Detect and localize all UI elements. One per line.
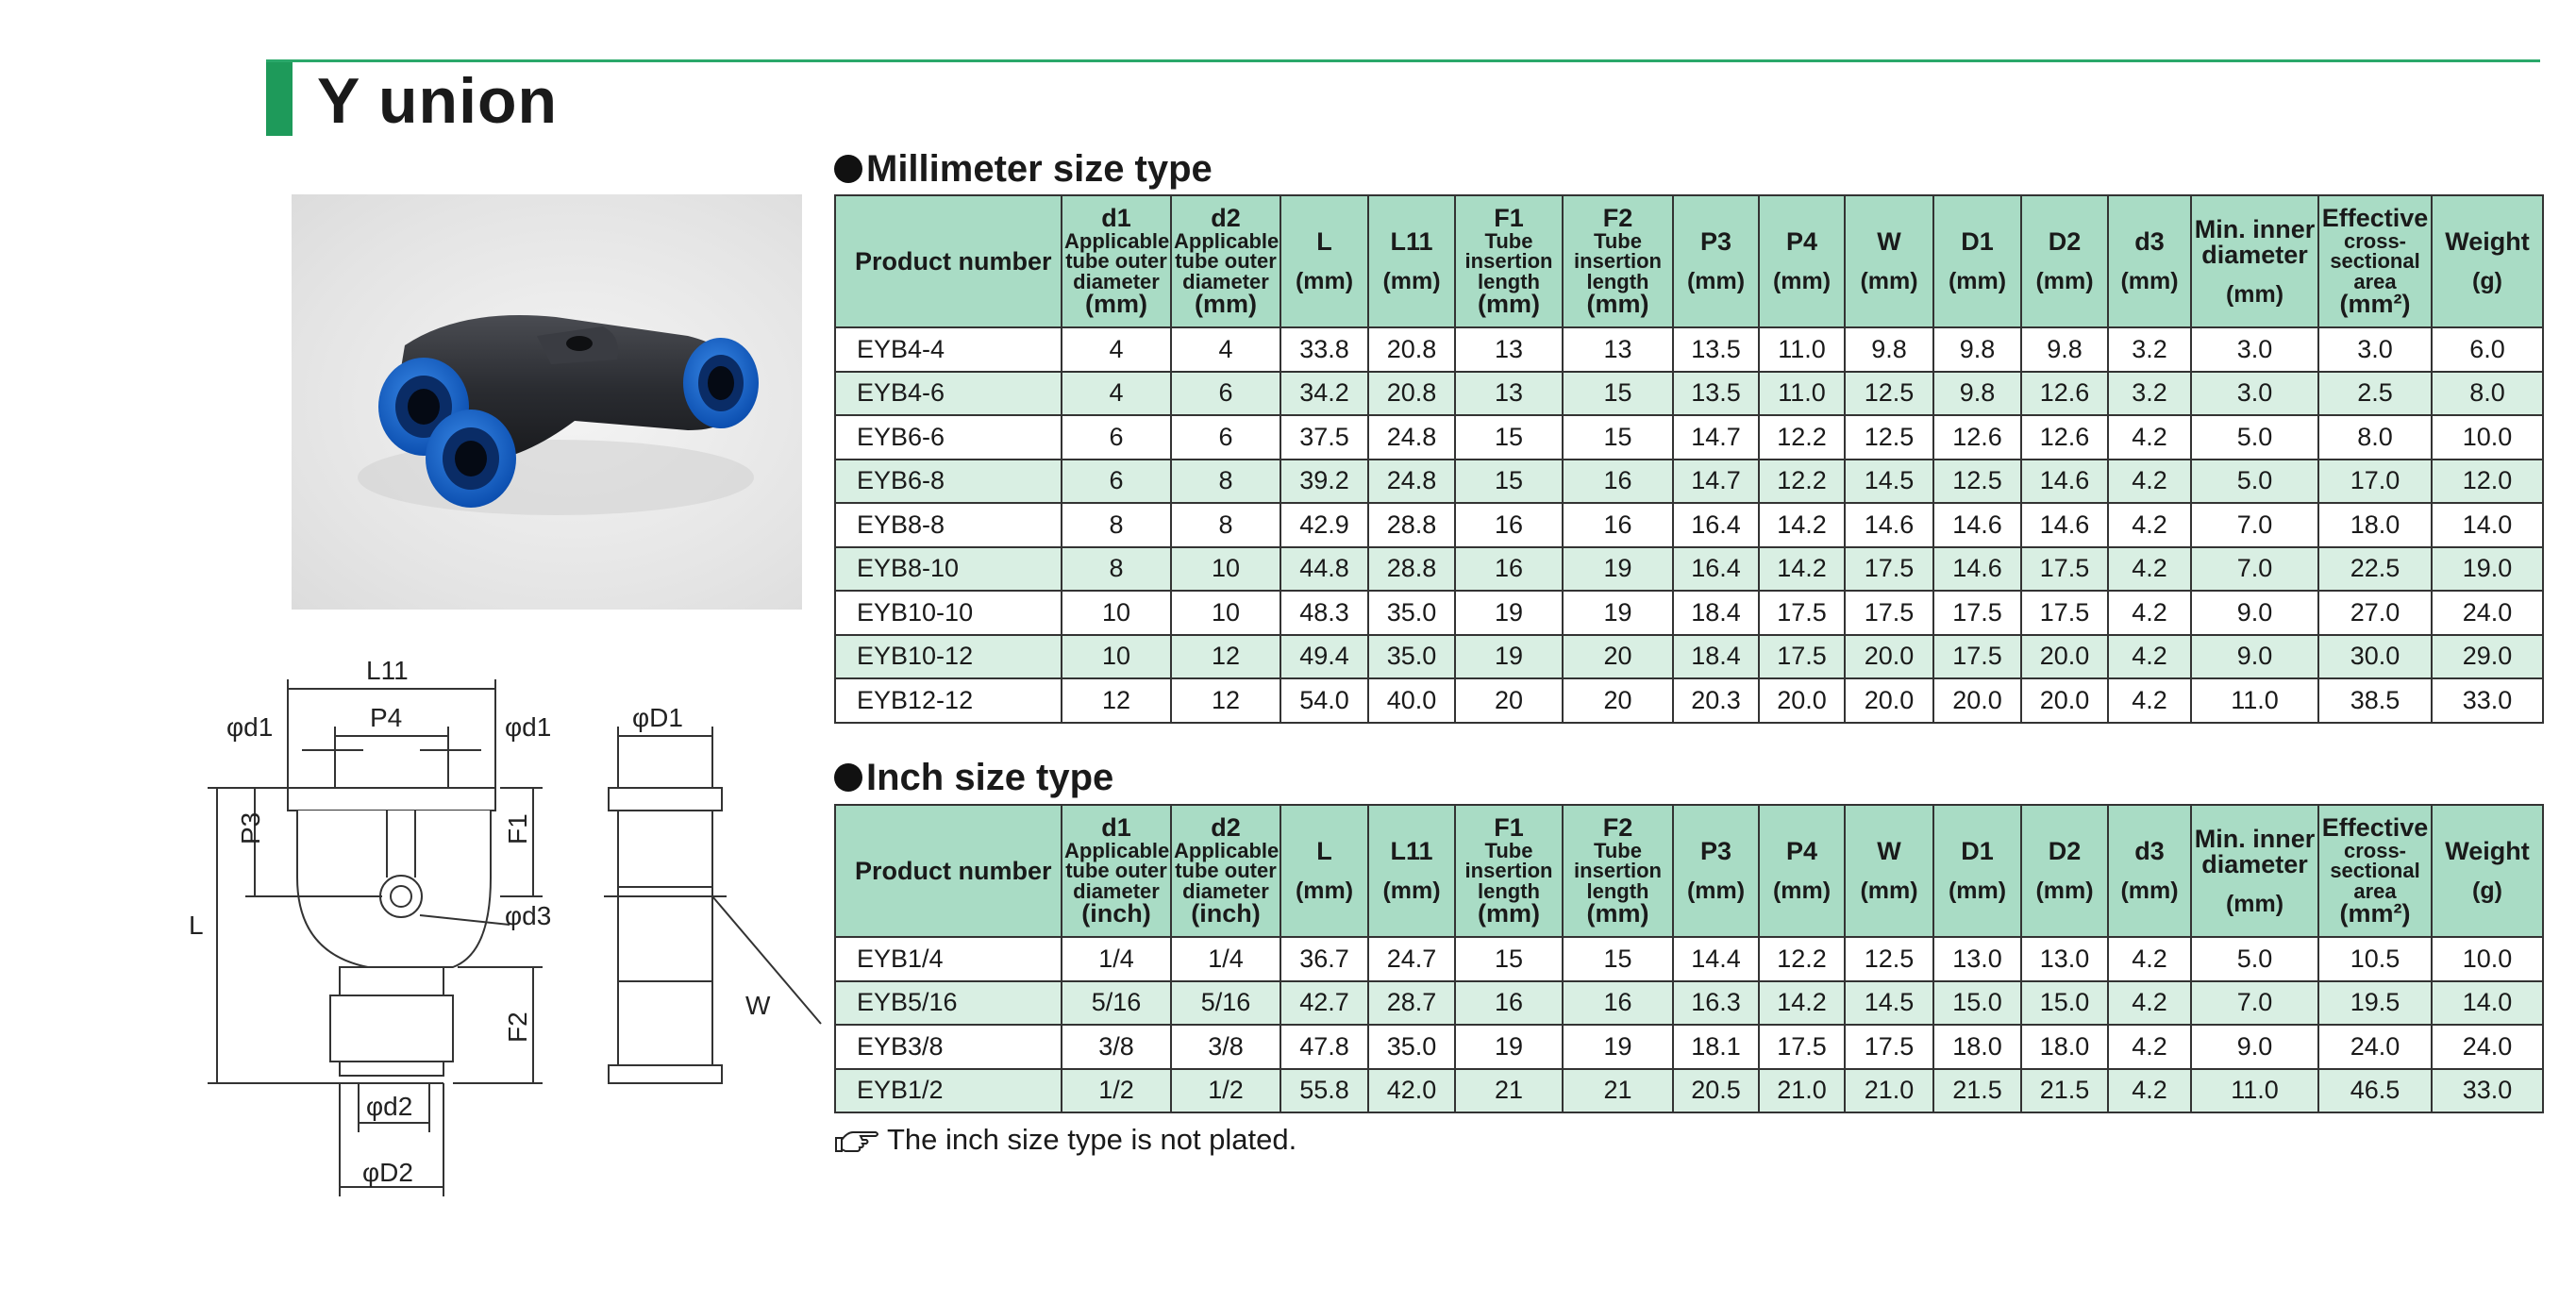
table-cell: 3.0 [2318, 327, 2432, 372]
table-cell: 20.0 [2021, 678, 2108, 723]
product-number-cell: EYB10-10 [835, 591, 1062, 635]
table-cell: 9.8 [1845, 327, 1933, 372]
table-cell: 10.0 [2432, 937, 2543, 981]
table-cell: 15 [1455, 460, 1563, 504]
product-number-cell: EYB8-8 [835, 503, 1062, 547]
table-cell: 3/8 [1171, 1025, 1280, 1069]
table-cell: 18.1 [1673, 1025, 1759, 1069]
table-cell: 17.5 [1845, 1025, 1933, 1069]
label-phi-D1: φD1 [632, 703, 683, 732]
table-cell: 14.2 [1759, 503, 1845, 547]
table-cell: 10 [1171, 591, 1280, 635]
table-cell: 14.0 [2432, 981, 2543, 1026]
table-cell: 28.7 [1368, 981, 1455, 1026]
table-cell: 19 [1455, 1025, 1563, 1069]
table-cell: 21 [1563, 1069, 1673, 1113]
table-cell: 20.0 [1933, 678, 2021, 723]
y-union-photo-illustration [292, 194, 802, 610]
table-cell: 19 [1563, 547, 1673, 592]
table-cell: 9.0 [2191, 1025, 2318, 1069]
table-cell: 6 [1062, 415, 1171, 460]
table-cell: 5/16 [1171, 981, 1280, 1026]
table-row [835, 591, 2543, 635]
table-cell: 17.5 [1933, 635, 2021, 679]
product-number-cell: EYB4-4 [835, 327, 1062, 372]
table-cell: 16.3 [1673, 981, 1759, 1026]
table-row [835, 1025, 2543, 1069]
table-cell: 35.0 [1368, 1025, 1455, 1069]
bullet-icon [834, 155, 862, 183]
product-number-cell: EYB8-10 [835, 547, 1062, 592]
table-cell: 4.2 [2108, 635, 2191, 679]
table-cell: 9.8 [1933, 327, 2021, 372]
product-number-cell: EYB6-6 [835, 415, 1062, 460]
product-number-cell: EYB1/2 [835, 1069, 1062, 1113]
table-cell: 13 [1455, 372, 1563, 416]
product-number-cell: EYB6-8 [835, 460, 1062, 504]
table-cell: 14.5 [1845, 981, 1933, 1026]
millimeter-heading: Millimeter size type [834, 148, 1213, 191]
table-cell: 12 [1171, 635, 1280, 679]
table-cell: 13.5 [1673, 327, 1759, 372]
table-cell: 33.8 [1280, 327, 1368, 372]
table-cell: 15.0 [1933, 981, 2021, 1026]
table-cell: 19.0 [2432, 547, 2543, 592]
table-cell: 9.0 [2191, 635, 2318, 679]
table-row [835, 635, 2543, 679]
table-cell: 11.0 [1759, 327, 1845, 372]
table-cell: 5/16 [1062, 981, 1171, 1026]
table-cell: 15 [1563, 415, 1673, 460]
col-d3: d3 (mm) [2108, 805, 2191, 937]
table-cell: 6.0 [2432, 327, 2543, 372]
table-cell: 35.0 [1368, 591, 1455, 635]
table-cell: 15 [1563, 372, 1673, 416]
col-F2: F2 Tube insertion length (mm) [1563, 805, 1673, 937]
table-row [835, 460, 2543, 504]
col-weight: Weight (g) [2432, 805, 2543, 937]
table-cell: 35.0 [1368, 635, 1455, 679]
label-F2: F2 [503, 1011, 532, 1043]
table-cell: 10 [1171, 547, 1280, 592]
table-cell: 8.0 [2432, 372, 2543, 416]
inch-table [834, 804, 2544, 1113]
table-cell: 8.0 [2318, 415, 2432, 460]
table-cell: 10 [1062, 591, 1171, 635]
table-cell: 2.5 [2318, 372, 2432, 416]
table-cell: 24.0 [2318, 1025, 2432, 1069]
table-header-row [835, 805, 2543, 937]
table-cell: 33.0 [2432, 1069, 2543, 1113]
table-cell: 21.5 [2021, 1069, 2108, 1113]
col-F1: F1 Tube insertion length (mm) [1455, 805, 1563, 937]
millimeter-table-body [835, 327, 2543, 723]
table-cell: 16.4 [1673, 547, 1759, 592]
table-cell: 12.2 [1759, 937, 1845, 981]
label-L11: L11 [366, 656, 409, 685]
inch-table-body [835, 937, 2543, 1112]
table-cell: 1/2 [1171, 1069, 1280, 1113]
col-weight: Weight (g) [2432, 195, 2543, 327]
table-cell: 14.2 [1759, 981, 1845, 1026]
title-accent-bar [266, 62, 293, 136]
bullet-icon [834, 763, 862, 792]
table-cell: 10.5 [2318, 937, 2432, 981]
table-cell: 11.0 [2191, 678, 2318, 723]
col-L11: L11 (mm) [1368, 805, 1455, 937]
table-cell: 16 [1563, 460, 1673, 504]
table-cell: 39.2 [1280, 460, 1368, 504]
table-cell: 24.0 [2432, 1025, 2543, 1069]
table-cell: 17.5 [1845, 591, 1933, 635]
col-min-inner-diameter: Min. inner diameter (mm) [2191, 195, 2318, 327]
label-phi-d3: φd3 [505, 901, 552, 930]
table-cell: 20 [1563, 635, 1673, 679]
table-cell: 4.2 [2108, 981, 2191, 1026]
table-cell: 20.0 [1845, 635, 1933, 679]
table-cell: 18.0 [1933, 1025, 2021, 1069]
col-d2: d2 Applicable tube outer diameter (mm) [1171, 195, 1280, 327]
table-cell: 13.5 [1673, 372, 1759, 416]
table-cell: 18.4 [1673, 635, 1759, 679]
table-cell: 16 [1455, 547, 1563, 592]
table-cell: 34.2 [1280, 372, 1368, 416]
table-cell: 16 [1455, 981, 1563, 1026]
table-cell: 8 [1171, 503, 1280, 547]
table-cell: 15 [1563, 937, 1673, 981]
table-cell: 11.0 [2191, 1069, 2318, 1113]
product-number-cell: EYB1/4 [835, 937, 1062, 981]
product-number-cell: EYB12-12 [835, 678, 1062, 723]
table-cell: 7.0 [2191, 981, 2318, 1026]
table-cell: 14.5 [1845, 460, 1933, 504]
table-cell: 21 [1455, 1069, 1563, 1113]
col-D2: D2 (mm) [2021, 195, 2108, 327]
col-P4: P4 (mm) [1759, 805, 1845, 937]
label-W: W [745, 991, 771, 1020]
col-product-number: Product number [835, 195, 1062, 327]
table-row [835, 327, 2543, 372]
table-cell: 12 [1171, 678, 1280, 723]
table-cell: 12.5 [1845, 415, 1933, 460]
table-cell: 11.0 [1759, 372, 1845, 416]
table-cell: 4.2 [2108, 591, 2191, 635]
table-cell: 9.0 [2191, 591, 2318, 635]
table-cell: 20 [1455, 678, 1563, 723]
table-cell: 14.7 [1673, 460, 1759, 504]
table-cell: 15 [1455, 937, 1563, 981]
label-P3: P3 [236, 811, 265, 844]
table-cell: 40.0 [1368, 678, 1455, 723]
table-cell: 12.2 [1759, 460, 1845, 504]
table-cell: 7.0 [2191, 547, 2318, 592]
table-cell: 19 [1455, 635, 1563, 679]
table-cell: 20.0 [1759, 678, 1845, 723]
table-cell: 17.5 [2021, 547, 2108, 592]
table-cell: 16 [1563, 981, 1673, 1026]
page-title: Y union [317, 65, 559, 137]
table-row [835, 372, 2543, 416]
table-cell: 5.0 [2191, 460, 2318, 504]
table-cell: 46.5 [2318, 1069, 2432, 1113]
table-cell: 21.0 [1845, 1069, 1933, 1113]
table-cell: 4.2 [2108, 460, 2191, 504]
table-row [835, 981, 2543, 1026]
table-cell: 17.5 [1759, 591, 1845, 635]
table-cell: 21.0 [1759, 1069, 1845, 1113]
table-cell: 4.2 [2108, 1069, 2191, 1113]
table-cell: 14.4 [1673, 937, 1759, 981]
col-L11: L11 (mm) [1368, 195, 1455, 327]
col-W: W (mm) [1845, 195, 1933, 327]
table-cell: 47.8 [1280, 1025, 1368, 1069]
label-L: L [189, 911, 204, 940]
table-row [835, 937, 2543, 981]
table-cell: 30.0 [2318, 635, 2432, 679]
table-cell: 17.5 [2021, 591, 2108, 635]
product-number-cell: EYB3/8 [835, 1025, 1062, 1069]
table-cell: 17.5 [1759, 635, 1845, 679]
table-cell: 17.5 [1845, 547, 1933, 592]
table-cell: 5.0 [2191, 415, 2318, 460]
table-cell: 36.7 [1280, 937, 1368, 981]
table-cell: 37.5 [1280, 415, 1368, 460]
table-cell: 3.0 [2191, 327, 2318, 372]
label-phi-D2: φD2 [362, 1158, 413, 1187]
table-cell: 20.8 [1368, 372, 1455, 416]
table-cell: 3.2 [2108, 372, 2191, 416]
table-cell: 54.0 [1280, 678, 1368, 723]
col-effective-area: Effective cross- sectional area (mm²) [2318, 195, 2432, 327]
table-cell: 42.0 [1368, 1069, 1455, 1113]
col-D1: D1 (mm) [1933, 195, 2021, 327]
table-cell: 8 [1062, 547, 1171, 592]
table-cell: 42.9 [1280, 503, 1368, 547]
table-cell: 6 [1062, 460, 1171, 504]
table-cell: 14.6 [1933, 547, 2021, 592]
table-cell: 49.4 [1280, 635, 1368, 679]
table-row [835, 1069, 2543, 1113]
table-cell: 13 [1455, 327, 1563, 372]
table-cell: 17.5 [1933, 591, 2021, 635]
table-cell: 14.7 [1673, 415, 1759, 460]
table-row [835, 547, 2543, 592]
table-cell: 16.4 [1673, 503, 1759, 547]
top-rule [266, 59, 2540, 62]
product-number-cell: EYB4-6 [835, 372, 1062, 416]
col-d1: d1 Applicable tube outer diameter (inch) [1062, 805, 1171, 937]
table-cell: 24.7 [1368, 937, 1455, 981]
table-cell: 4 [1062, 372, 1171, 416]
table-cell: 38.5 [2318, 678, 2432, 723]
table-cell: 3.2 [2108, 327, 2191, 372]
table-cell: 18.4 [1673, 591, 1759, 635]
table-header-row [835, 195, 2543, 327]
col-W: W (mm) [1845, 805, 1933, 937]
table-cell: 16 [1563, 503, 1673, 547]
table-cell: 18.0 [2318, 503, 2432, 547]
table-cell: 4.2 [2108, 415, 2191, 460]
col-min-inner-diameter: Min. inner diameter (mm) [2191, 805, 2318, 937]
table-cell: 21.5 [1933, 1069, 2021, 1113]
table-cell: 12.2 [1759, 415, 1845, 460]
table-cell: 33.0 [2432, 678, 2543, 723]
table-cell: 17.0 [2318, 460, 2432, 504]
col-L: L (mm) [1280, 805, 1368, 937]
table-cell: 10 [1062, 635, 1171, 679]
table-cell: 5.0 [2191, 937, 2318, 981]
table-cell: 14.6 [1933, 503, 2021, 547]
col-P4: P4 (mm) [1759, 195, 1845, 327]
inch-heading: Inch size type [834, 757, 1113, 799]
table-row [835, 503, 2543, 547]
table-cell: 12.6 [2021, 372, 2108, 416]
table-cell: 12.5 [1845, 937, 1933, 981]
col-product-number: Product number [835, 805, 1062, 937]
table-cell: 8 [1171, 460, 1280, 504]
plating-note: The inch size type is not plated. [834, 1123, 1296, 1157]
table-cell: 12.5 [1933, 460, 2021, 504]
table-cell: 3/8 [1062, 1025, 1171, 1069]
table-cell: 28.8 [1368, 547, 1455, 592]
product-photo [292, 194, 802, 610]
col-d2: d2 Applicable tube outer diameter (inch) [1171, 805, 1280, 937]
col-F1: F1 Tube insertion length (mm) [1455, 195, 1563, 327]
table-cell: 4.2 [2108, 678, 2191, 723]
table-cell: 24.0 [2432, 591, 2543, 635]
table-cell: 4 [1062, 327, 1171, 372]
table-cell: 13.0 [1933, 937, 2021, 981]
table-cell: 1/4 [1171, 937, 1280, 981]
dimension-drawing [189, 642, 849, 1227]
col-d3: d3 (mm) [2108, 195, 2191, 327]
table-cell: 4.2 [2108, 1025, 2191, 1069]
table-cell: 24.8 [1368, 460, 1455, 504]
table-cell: 20.5 [1673, 1069, 1759, 1113]
label-phi-d1-left: φd1 [226, 712, 274, 742]
product-number-cell: EYB10-12 [835, 635, 1062, 679]
label-phi-d2: φd2 [366, 1092, 413, 1121]
table-cell: 7.0 [2191, 503, 2318, 547]
table-cell: 12 [1062, 678, 1171, 723]
label-P4: P4 [370, 703, 403, 732]
millimeter-table [834, 194, 2544, 724]
col-F2: F2 Tube insertion length (mm) [1563, 195, 1673, 327]
table-cell: 17.5 [1759, 1025, 1845, 1069]
table-cell: 14.6 [2021, 460, 2108, 504]
table-cell: 48.3 [1280, 591, 1368, 635]
table-cell: 12.5 [1845, 372, 1933, 416]
table-cell: 55.8 [1280, 1069, 1368, 1113]
table-cell: 12.6 [1933, 415, 2021, 460]
table-cell: 4.2 [2108, 547, 2191, 592]
pointing-hand-icon [834, 1123, 881, 1157]
table-cell: 20 [1563, 678, 1673, 723]
table-cell: 10.0 [2432, 415, 2543, 460]
table-row [835, 415, 2543, 460]
table-row [835, 678, 2543, 723]
table-cell: 20.0 [1845, 678, 1933, 723]
table-cell: 13.0 [2021, 937, 2108, 981]
table-cell: 14.2 [1759, 547, 1845, 592]
table-cell: 3.0 [2191, 372, 2318, 416]
table-cell: 20.3 [1673, 678, 1759, 723]
table-cell: 29.0 [2432, 635, 2543, 679]
table-cell: 8 [1062, 503, 1171, 547]
table-cell: 44.8 [1280, 547, 1368, 592]
col-d1: d1 Applicable tube outer diameter (mm) [1062, 195, 1171, 327]
table-cell: 24.8 [1368, 415, 1455, 460]
table-cell: 20.0 [2021, 635, 2108, 679]
col-P3: P3 (mm) [1673, 195, 1759, 327]
table-cell: 13 [1563, 327, 1673, 372]
table-cell: 20.8 [1368, 327, 1455, 372]
table-cell: 27.0 [2318, 591, 2432, 635]
label-F1: F1 [503, 813, 532, 844]
col-effective-area: Effective cross- sectional area (mm²) [2318, 805, 2432, 937]
table-cell: 4.2 [2108, 503, 2191, 547]
table-cell: 14.6 [2021, 503, 2108, 547]
table-cell: 9.8 [2021, 327, 2108, 372]
table-cell: 14.0 [2432, 503, 2543, 547]
table-cell: 19.5 [2318, 981, 2432, 1026]
table-cell: 19 [1563, 1025, 1673, 1069]
table-cell: 15 [1455, 415, 1563, 460]
table-cell: 1/2 [1062, 1069, 1171, 1113]
table-cell: 28.8 [1368, 503, 1455, 547]
table-cell: 14.6 [1845, 503, 1933, 547]
table-cell: 6 [1171, 372, 1280, 416]
table-cell: 22.5 [2318, 547, 2432, 592]
table-cell: 4.2 [2108, 937, 2191, 981]
table-cell: 9.8 [1933, 372, 2021, 416]
table-cell: 16 [1455, 503, 1563, 547]
table-cell: 12.0 [2432, 460, 2543, 504]
table-cell: 1/4 [1062, 937, 1171, 981]
table-cell: 42.7 [1280, 981, 1368, 1026]
table-cell: 19 [1455, 591, 1563, 635]
label-phi-d1-right: φd1 [505, 712, 552, 742]
col-D2: D2 (mm) [2021, 805, 2108, 937]
table-cell: 19 [1563, 591, 1673, 635]
table-cell: 6 [1171, 415, 1280, 460]
col-D1: D1 (mm) [1933, 805, 2021, 937]
table-cell: 4 [1171, 327, 1280, 372]
col-P3: P3 (mm) [1673, 805, 1759, 937]
table-cell: 15.0 [2021, 981, 2108, 1026]
product-number-cell: EYB5/16 [835, 981, 1062, 1026]
table-cell: 12.6 [2021, 415, 2108, 460]
table-cell: 18.0 [2021, 1025, 2108, 1069]
col-L: L (mm) [1280, 195, 1368, 327]
